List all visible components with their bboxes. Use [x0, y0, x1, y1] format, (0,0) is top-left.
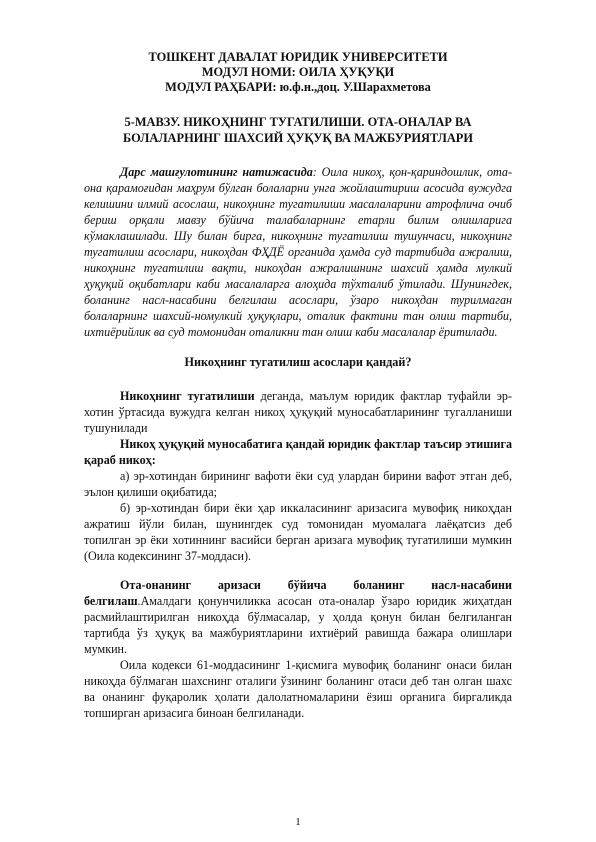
intro-lead: Дарс машғулотининг натижасида: [120, 165, 313, 179]
page-number: 1: [295, 816, 301, 828]
header-module-name: МОДУЛ НОМИ: ОИЛА ҲУҚУҚИ: [201, 65, 395, 79]
paragraph-legal-facts: [84, 436, 512, 468]
paragraph-definition-text: деганда, маълум юридик фактлар туфайли эр-хотин ўртасида вужудга келган никоҳ ҳуқуқий муносабатларининг тугалланиши тушунилади: [84, 389, 512, 435]
topic-title: [84, 115, 512, 146]
paragraph-definition-lead: Никоҳнинг тугатилиши: [120, 389, 255, 403]
topic-title-line2: БОЛАЛАРНИНГ ШАХСИЙ ҲУҚУҚ ВА МАЖБУРИЯТЛАРИ: [123, 130, 473, 145]
header-module-leader: МОДУЛ РАҲБАРИ: ю.ф.н.,доц. У.Шарахметова: [165, 80, 431, 94]
list-item-a: а) эр-хотиндан бирининг вафоти ёки суд улардан бирини вафот этган деб, эълон қилиши оқибатида;: [84, 469, 512, 499]
paragraph-legal-facts-lead: Никоҳ ҳуқуқий муносабатига қандай юридик фактлар таъсир этишига қараб никоҳ:: [84, 437, 512, 467]
intro-text: : Оила никоҳ, қон-қариндошлик, ота-она қарамоғидан маҳрум бўлган болаларни унга жойлаштириш асосида вужудга келишини илмий асослаш, никоҳнинг тугатилиши масалаларини атрофлича очиб бериш орқали мавзу бўйича талабаларнинг етарли билим олишларига кўмаклашилади. Шу билан бирга, никоҳнинг тугатилиш тушунчаси, никоҳнинг тугатилиш асослари, никоҳдан ФҲДЁ органида ҳамда суд тартибида ажралиш, никоҳнинг тугатилиш вақти, никоҳдан ажралишнинг шахсий ҳамда мулкий ҳуқуқий оқибатлари каби масалаларга алоҳида тўхталиб ўтилади. Шунингдек, боланинг насл-насабини белгилаш асослари, ўзаро никоҳдан турилмаган болаларнинг шахсий-номулкий ҳуқуқлари, оталик фактини тан олиш тартиби, ихтиёрийлик ва суд томонидан оталикни тан олиш каби масалалар ёритилади.: [84, 165, 512, 339]
paragraph-parentage: [84, 577, 512, 657]
paragraph-parentage-text: .Амалдаги қонунчиликка асосан ота-оналар ўзаро юридик жиҳатдан расмийлаштирилган никоҳда бўлмасалар, у ҳолда қонун билан белгиланган тартибда ўз ҳуқуқ ва мажбуриятларини ихтиёрий равишда бажара олишлари мумкин.: [84, 594, 512, 656]
intro-paragraph: [84, 164, 512, 340]
list-item-b: б) эр-хотиндан бири ёки ҳар иккаласининг аризасига мувофиқ никоҳдан ажратиш йўли билан, шунингдек суд томонидан муомалага лаёқатсиз деб топилган эр ёки хотиннинг васийси берган аризага мувофиқ тугатилиши мумкин (Оила кодексининг 37-моддаси).: [84, 501, 512, 563]
paragraph-family-code: Оила кодекси 61-моддасининг 1-қисмига мувофиқ боланинг онаси билан никоҳда бўлмаган шахснинг оталиги ўзининг боланинг отаси деб тан олган шахс ва онанинг фуқаролик ҳолати далолатномаларини ёзиш органига биргаликда топширган аризасига биноан белгиланади.: [84, 658, 512, 720]
paragraph-definition: [84, 388, 512, 436]
section-question: Никоҳнинг тугатилиш асослари қандай?: [184, 355, 412, 369]
paragraph-parentage-lead: Ота-онанинг аризаси бўйича боланинг насл-насабини белгилаш: [84, 578, 512, 608]
header-university: ТОШКЕНТ ДАВАЛАТ ЮРИДИК УНИВЕРСИТЕТИ: [148, 50, 448, 64]
topic-title-line1: 5-МАВЗУ. НИКОҲНИНГ ТУГАТИЛИШИ. ОТА-ОНАЛАР ВА: [124, 115, 472, 129]
